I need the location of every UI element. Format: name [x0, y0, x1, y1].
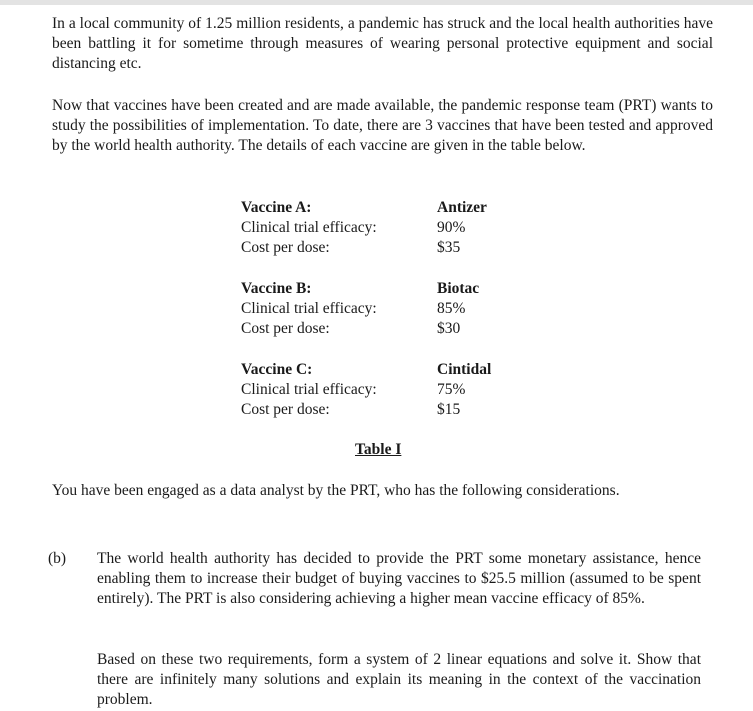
efficacy-value: 85%	[437, 300, 466, 317]
engaged-paragraph: You have been engaged as a data analyst by the PRT, who has the following considerations.	[52, 482, 620, 499]
context-paragraph: Now that vaccines have been created and are made available, the pandemic response team (PRT) wants to study the possibilities of implementation. To date, there are 3 vaccines that have been tested and approved by the world health authority. The details of each vaccine are given in the table below.	[52, 97, 713, 154]
efficacy-label: Clinical trial efficacy:	[241, 300, 377, 317]
efficacy-label: Clinical trial efficacy:	[241, 381, 377, 398]
vaccine-heading: Vaccine C:	[241, 361, 313, 378]
vaccine-heading: Vaccine A:	[241, 199, 312, 216]
vaccine-name: Antizer	[437, 199, 487, 216]
vaccine-name: Biotac	[437, 280, 480, 297]
vaccine-a-group	[241, 198, 521, 279]
question-marker: (b)	[48, 550, 67, 567]
cost-label: Cost per dose:	[241, 320, 330, 337]
intro-paragraph: In a local community of 1.25 million residents, a pandemic has struck and the local health authorities have been battling it for sometime through measures of wearing personal protective equipment and social distancing etc.	[52, 15, 713, 72]
cost-value: $15	[437, 401, 461, 418]
efficacy-label: Clinical trial efficacy:	[241, 219, 377, 236]
cost-value: $30	[437, 320, 461, 337]
top-divider-strip	[0, 0, 753, 5]
vaccine-b-group	[241, 279, 521, 360]
cost-label: Cost per dose:	[241, 239, 330, 256]
table-caption: Table I	[355, 441, 402, 458]
vaccine-table	[241, 198, 521, 441]
question-task: Based on these two requirements, form a system of 2 linear equations and solve it. Show that there are infinitely many solutions and explain its meaning in the context of the vaccination problem.	[97, 651, 701, 708]
vaccine-c-group	[241, 360, 521, 441]
efficacy-value: 75%	[437, 381, 466, 398]
cost-value: $35	[437, 239, 461, 256]
vaccine-name: Cintidal	[437, 361, 492, 378]
question-text: The world health authority has decided to provide the PRT some monetary assistance, hence enabling them to increase their budget of buying vaccines to $25.5 million (assumed to be spent entirely). The PRT is also considering achieving a higher mean vaccine efficacy of 85%.	[97, 550, 701, 607]
vaccine-heading: Vaccine B:	[241, 280, 312, 297]
efficacy-value: 90%	[437, 219, 466, 236]
cost-label: Cost per dose:	[241, 401, 330, 418]
